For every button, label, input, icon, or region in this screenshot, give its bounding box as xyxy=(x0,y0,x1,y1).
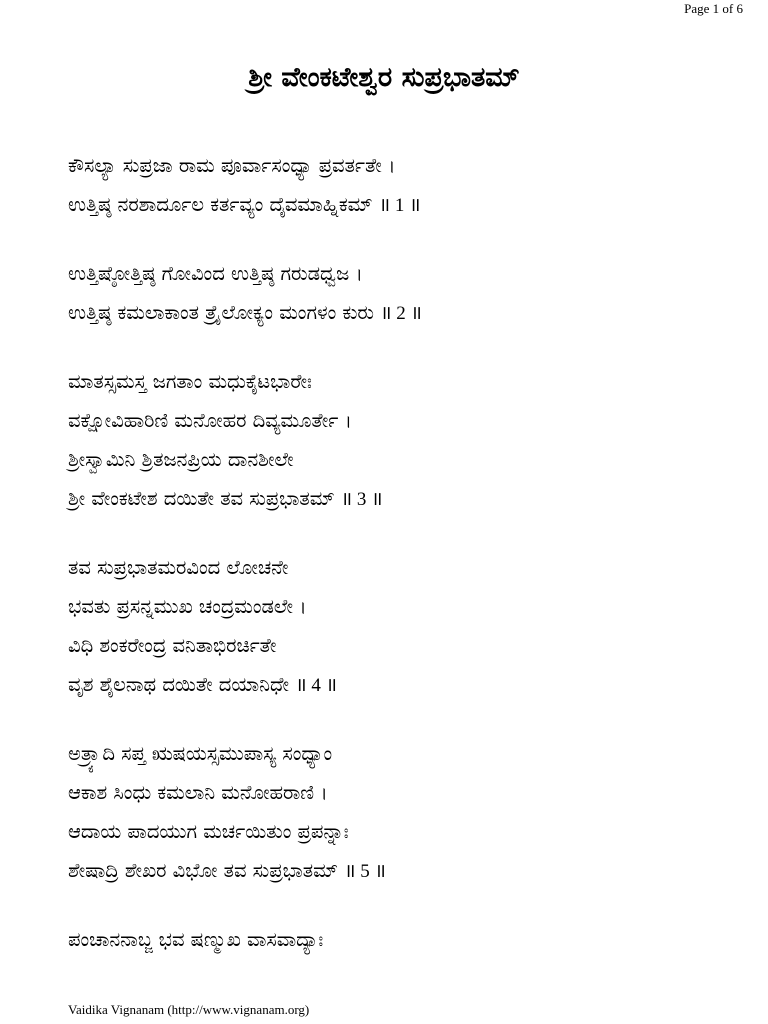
verse-text: ಆದಾಯ ಪಾದಯುಗ ಮರ್ಚಯಿತುಂ ಪ್ರಪನ್ನಾಃ xyxy=(68,820,349,843)
verse-line xyxy=(68,920,748,959)
verse-text: ಮಾತಸ್ಸಮಸ್ತ ಜಗತಾಂ ಮಧುಕೈಟಭಾರೇಃ xyxy=(68,370,312,393)
page-number: Page 1 of 6 xyxy=(684,1,743,16)
verse-line xyxy=(68,479,748,518)
verse-line xyxy=(68,812,748,851)
verse-list xyxy=(68,146,748,989)
verse-line xyxy=(68,254,748,293)
verse-line xyxy=(68,185,748,224)
verse-line xyxy=(68,548,748,587)
verse-line xyxy=(68,851,748,890)
verse-line xyxy=(68,146,748,185)
verse-1 xyxy=(68,146,748,224)
verse-line xyxy=(68,665,748,704)
verse-text: ಶ್ರೀ ವೇಂಕಟೇಶ ದಯಿತೇ ತವ ಸುಪ್ರಭಾತಮ್ xyxy=(68,487,335,510)
verse-text: ಭವತು ಪ್ರಸನ್ನಮುಖ ಚಂದ್ರಮಂಡಲೇ । xyxy=(68,595,307,618)
verse-text: ವೃಶ ಶೈಲನಾಥ ದಯಿತೇ ದಯಾನಿಧೇ xyxy=(68,673,290,696)
verse-text: ಶೇಷಾದ್ರಿ ಶೇಖರ ವಿಭೋ ತವ ಸುಪ್ರಭಾತಮ್ xyxy=(68,859,338,882)
verse-3 xyxy=(68,362,748,518)
verse-line xyxy=(68,293,748,332)
verse-text: ಅತ್ರ್ಯಾದಿ ಸಪ್ತ ಋಷಯಸ್ಸಮುಪಾಸ್ಯ ಸಂಧ್ಯಾಂ xyxy=(68,742,333,765)
verse-number: ॥ 4 ॥ xyxy=(295,675,337,696)
footer-source: Vaidika Vignanam (http://www.vignanam.org) xyxy=(68,1002,310,1017)
verse-text: ವಿಧಿ ಶಂಕರೇಂದ್ರ ವನಿತಾಭಿರರ್ಚಿತೇ xyxy=(68,634,277,657)
verse-4 xyxy=(68,548,748,704)
verse-text: ಉತ್ತಿಷ್ಠ ಕಮಲಾಕಾಂತ ತ್ರೈಲೋಕ್ಯಂ ಮಂಗಳಂ ಕುರು xyxy=(68,301,374,324)
verse-6 xyxy=(68,920,748,959)
verse-line xyxy=(68,362,748,401)
verse-text: ಉತ್ತಿಷ್ಠ ನರಶಾರ್ದೂಲ ಕರ್ತವ್ಯಂ ದೈವಮಾಹ್ನಿಕಮ್ xyxy=(68,193,373,216)
verse-text: ಉತ್ತಿಷ್ಠೋತ್ತಿಷ್ಠ ಗೋವಿಂದ ಉತ್ತಿಷ್ಠ ಗರುಡಧ್ವಜ । xyxy=(68,262,363,285)
verse-number: ॥ 1 ॥ xyxy=(378,195,421,216)
verse-line xyxy=(68,587,748,626)
verse-text: ಕೌಸಲ್ಯಾ ಸುಪ್ರಜಾ ರಾಮ ಪೂರ್ವಾಸಂಧ್ಯಾ ಪ್ರವರ್ತತೇ । xyxy=(68,154,396,177)
verse-number: ॥ 3 ॥ xyxy=(340,489,383,510)
verse-2 xyxy=(68,254,748,332)
verse-line xyxy=(68,440,748,479)
verse-line xyxy=(68,734,748,773)
verse-text: ಪಂಚಾನನಾಬ್ಜ ಭವ ಷಣ್ಮುಖ ವಾಸವಾದ್ಯಾಃ xyxy=(68,928,324,951)
verse-number: ॥ 5 ॥ xyxy=(344,861,386,882)
verse-line xyxy=(68,626,748,665)
verse-text: ವಕ್ಷೋವಿಹಾರಿಣಿ ಮನೋಹರ ದಿವ್ಯಮೂರ್ತೇ । xyxy=(68,409,352,432)
page-title: ಶ್ರೀ ವೇಂಕಟೇಶ್ವರ ಸುಪ್ರಭಾತಮ್ xyxy=(248,62,520,93)
verse-line xyxy=(68,773,748,812)
verse-text: ಶ್ರೀಸ್ವಾಮಿನಿ ಶ್ರಿತಜನಪ್ರಿಯ ದಾನಶೀಲೇ xyxy=(68,448,294,471)
verse-text: ತವ ಸುಪ್ರಭಾತಮರವಿಂದ ಲೋಚನೇ xyxy=(68,556,289,579)
verse-5 xyxy=(68,734,748,890)
verse-line xyxy=(68,401,748,440)
verse-number: ॥ 2 ॥ xyxy=(380,303,422,324)
verse-text: ಆಕಾಶ ಸಿಂಧು ಕಮಲಾನಿ ಮನೋಹರಾಣಿ । xyxy=(68,781,328,804)
